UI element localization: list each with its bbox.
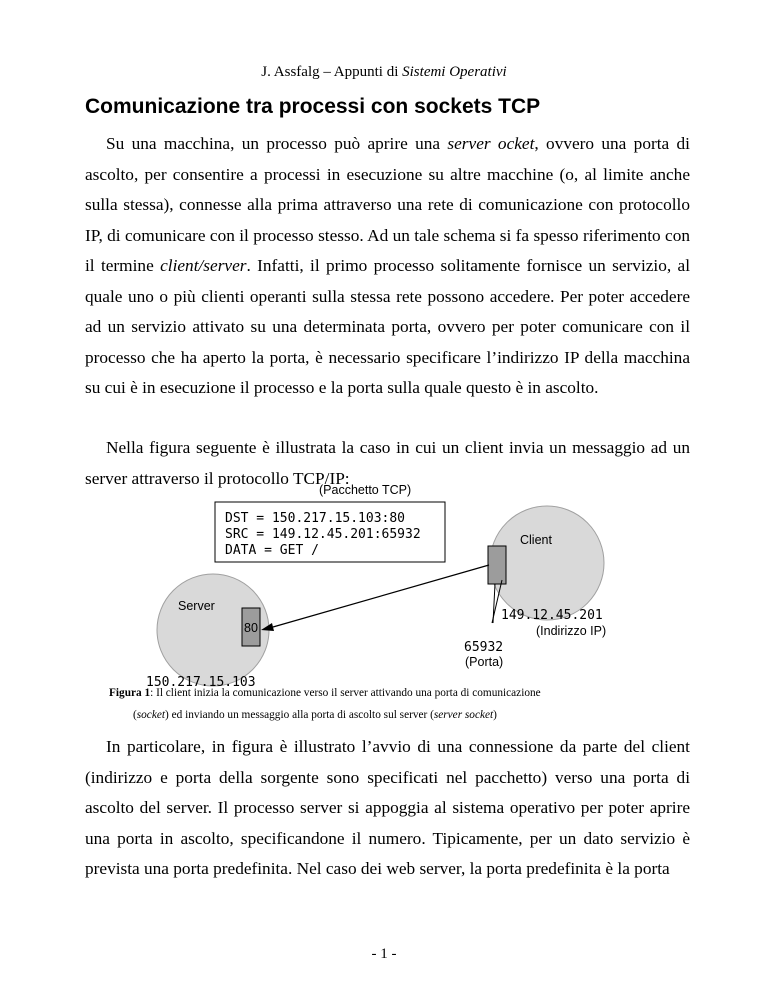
header-course: Sistemi Operativi [402, 64, 507, 80]
section-title: Comunicazione tra processi con sockets TCP [85, 95, 541, 118]
figure-caption: Figura 1: Il client inizia la comunicazione verso il server attivando una porta di comunicazione (socket) ed inviando un messaggio alla porta di ascolto sul server (server socket) [109, 687, 541, 721]
caption-emphasis-server-socket: server socket [433, 709, 494, 721]
page-number: - 1 - [371, 946, 397, 962]
packet-line-data: DATA = GET / [225, 543, 319, 558]
client-port: 65932 [464, 640, 504, 655]
caption-text-2: ) ed inviando un messaggio alla porta di ascolto sul server ( [165, 709, 434, 721]
paragraph-intro [85, 129, 690, 404]
paragraph-details [85, 732, 690, 885]
packet-title: (Pacchetto TCP) [319, 483, 412, 497]
p1-text-2: , ovvero una porta di ascolto, per consentire a processi in esecuzione su altre macchine (o, al limite anche sulla stessa), connesse alla prima attraverso una rete di comunicazione con protocollo IP, di comunicare con il processo stesso. Ad un tale schema si fa spesso riferimento con il termine [85, 134, 690, 275]
tcp-diagram-svg [145, 478, 625, 693]
p1-emphasis-client-server: client/server [160, 256, 247, 275]
client-socket [488, 546, 506, 584]
message-arrow [273, 565, 489, 627]
client-label: Client [520, 533, 552, 547]
p1-text-3: . Infatti, il primo processo solitamente fornisce un servizio, al quale uno o più clienti operanti sulla stessa rete possono accedere. Per poter accedere ad un servizio attivato su una determinata porta, ovvero per poter comunicare con il processo che ha aperto la porta, è necessario specificare l’indirizzo IP della macchina su cui è in esecuzione il processo e la porta sulla quale questo è in ascolto. [85, 256, 691, 397]
p1-text-1: Su una macchina, un processo può aprire una [106, 134, 448, 153]
p3-text: In particolare, in figura è illustrato l’avvio di una connessione da parte del client (indirizzo e porta della sorgente sono specificati nel pacchetto) verso una porta di ascolto del server. Il processo server si appoggia al sistema operativo per poter aprire una porta in ascolto, specificandone il numero. Tipicamente, per un dato servizio è prevista una porta predefinita. Nel caso dei web server, la porta predefinita è la porta [85, 737, 690, 878]
caption-text-1: : Il client inizia la comunicazione verso il server attivando una porta di comunicazione [150, 687, 541, 699]
caption-text-3: ) [493, 709, 497, 721]
packet-line-src: SRC = 149.12.45.201:65932 [225, 527, 421, 542]
p2-text: Nella figura seguente è illustrata la caso in cui un client invia un messaggio ad un server attraverso il protocollo TCP/IP: [85, 438, 690, 488]
caption-label: Figura 1 [109, 687, 151, 699]
client-port-note: (Porta) [465, 655, 504, 669]
p1-emphasis-server-socket: server ocket [447, 134, 535, 153]
client-ip-note: (Indirizzo IP) [536, 624, 607, 638]
header-author: J. Assfalg – Appunti di [261, 64, 403, 80]
server-port-label: 80 [244, 621, 258, 635]
server-ip: 150.217.15.103 [146, 675, 256, 690]
client-ip: 149.12.45.201 [501, 608, 603, 623]
tcp-diagram [145, 478, 625, 693]
packet-line-dst: DST = 150.217.15.103:80 [225, 511, 406, 526]
running-header [0, 64, 768, 81]
caption-emphasis-socket: socket [136, 709, 165, 721]
client-node [490, 506, 604, 620]
server-label: Server [178, 599, 215, 613]
